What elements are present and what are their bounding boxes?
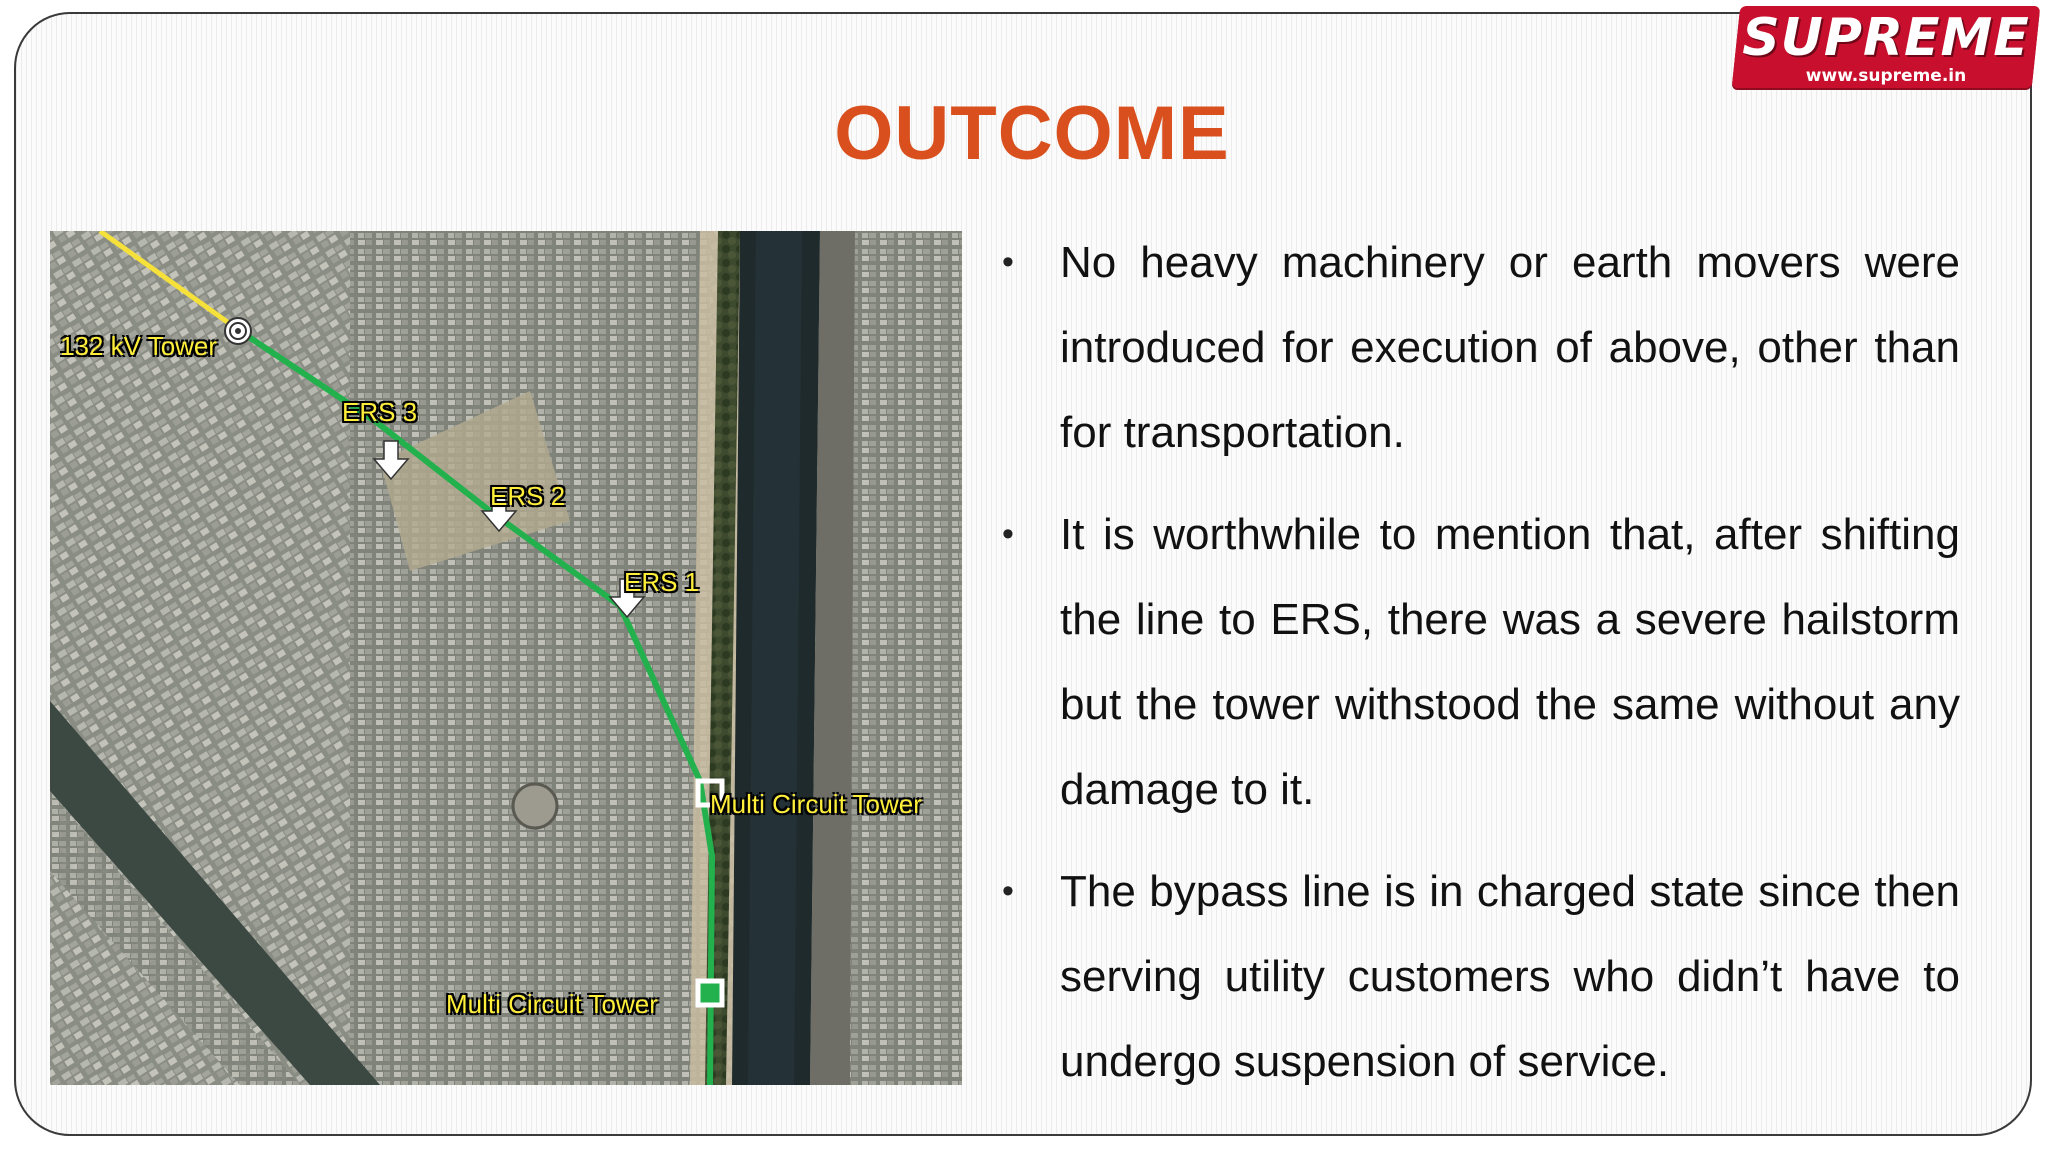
label-132kv-tower: 132 kV Tower: [60, 331, 218, 361]
logo-url: www.supreme.in: [1805, 66, 1967, 86]
bullet-item-2: [1000, 492, 1960, 832]
bullet-list: [1000, 220, 1960, 1121]
label-ers1: ERS 1: [624, 567, 700, 597]
bullet-dot-icon: •: [1002, 515, 1014, 553]
slide-title: OUTCOME: [834, 91, 1230, 176]
bullet-item-1: [1000, 220, 1960, 475]
satellite-map: [50, 231, 962, 1085]
bullet-dot-icon: •: [1002, 872, 1014, 910]
bullet-dot-icon: •: [1002, 243, 1014, 281]
bullet-text: The bypass line is in charged state since then serving utility customers who didn’t have to undergo suspension of service.: [1060, 867, 1960, 1086]
label-ers2: ERS 2: [490, 481, 566, 511]
bullet-text: It is worthwhile to mention that, after shifting the line to ERS, there was a severe hailstorm but the tower withstood the same without any damage to it.: [1060, 510, 1960, 814]
supreme-logo: [1736, 6, 2036, 88]
bullet-item-3: [1000, 849, 1960, 1104]
logo-brand: SUPREME: [1742, 8, 2030, 68]
label-multi-circuit-tower-1: Multi Circuit Tower: [710, 789, 922, 819]
label-multi-circuit-tower-2: Multi Circuit Tower: [446, 989, 658, 1019]
bullet-text: No heavy machinery or earth movers were introduced for execution of above, other than for transportation.: [1060, 238, 1960, 457]
label-ers3: ERS 3: [342, 397, 418, 427]
